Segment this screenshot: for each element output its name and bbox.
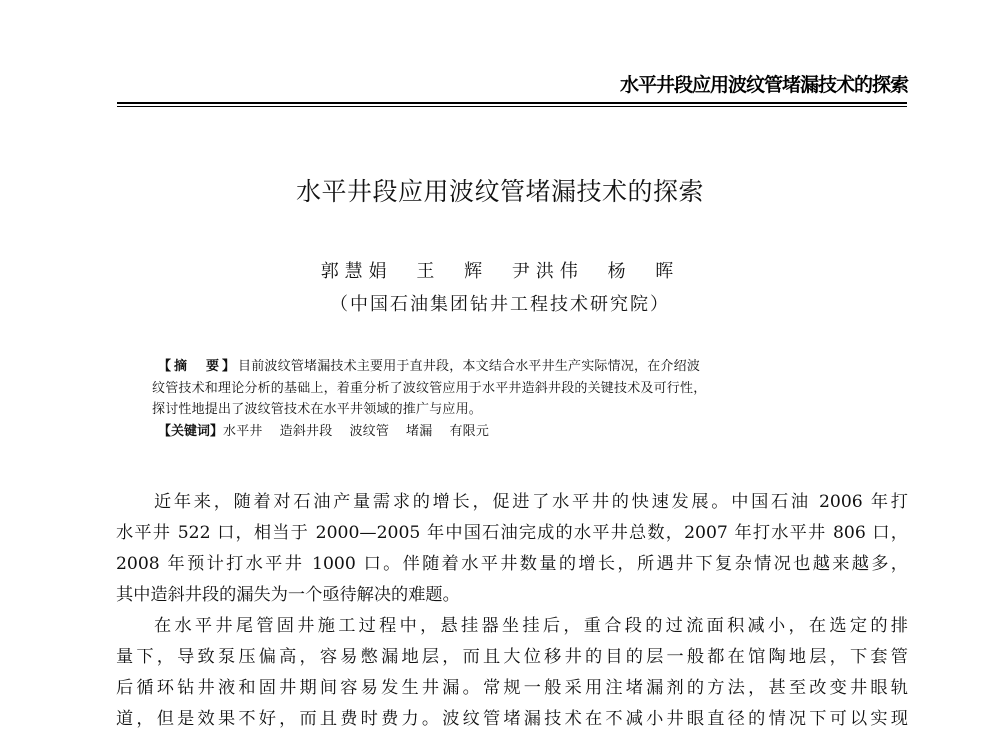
keyword: 有限元 [449, 423, 490, 439]
abstract-text: 目前波纹管堵漏技术主要用于直井段，本文结合水平井生产实际情况，在介绍波 [238, 359, 701, 374]
body-text [116, 487, 908, 735]
authors: 郭慧娟 王 辉 尹洪伟 杨 晖 [320, 261, 680, 282]
paragraph-line: 2008 年预计打水平井 1000 口。伴随着水平井数量的增长，所遇井下复杂情况也越来越多， [116, 554, 908, 574]
abstract-label: 【摘 要】 [158, 359, 239, 374]
affiliation: （中国石油集团钻井工程技术研究院） [330, 294, 670, 315]
article-title: 水平井段应用波纹管堵漏技术的探索 [295, 177, 704, 206]
paragraph-line: 水平井 522 口，相当于 2000—2005 年中国石油完成的水平井总数，2007 年打水平井 806 口， [116, 523, 908, 543]
paragraph-line: 其中造斜井段的漏失为一个亟待解决的难题。 [116, 585, 460, 605]
keyword: 波纹管 [349, 423, 390, 439]
abstract [152, 356, 872, 442]
paragraph-line: 后循环钻井液和固井期间容易发生井漏。常规一般采用注堵漏剂的方法，甚至改变井眼轨 [116, 678, 908, 698]
running-header: 水平井段应用波纹管堵漏技术的探索 [619, 74, 908, 96]
abstract-line: 纹管技术和理论分析的基础上，着重分析了波纹管应用于水平井造斜井段的关键技术及可行性， [152, 380, 707, 396]
header-rule-thin [117, 106, 907, 107]
keyword: 造斜井段 [279, 423, 333, 439]
keyword: 水平井 [223, 423, 263, 439]
abstract-line: 探讨性地提出了波纹管技术在水平井领域的推广与应用。 [152, 402, 483, 417]
abstract-line [152, 356, 872, 378]
header-rule [117, 102, 907, 104]
paragraph-line: 在水平井尾管固井施工过程中，悬挂器坐挂后，重合段的过流面积减小，在选定的排 [154, 616, 908, 636]
keyword: 堵漏 [406, 423, 433, 439]
keywords-label: 【关键词】 [158, 423, 224, 439]
paragraph-line: 量下，导致泵压偏高，容易憋漏地层，而且大位移井的目的层一般都在馆陶地层，下套管 [116, 647, 908, 667]
paragraph-line: 近年来，随着对石油产量需求的增长，促进了水平井的快速发展。中国石油 2006 年打 [154, 492, 908, 512]
keywords [152, 421, 872, 443]
paragraph-line: 道，但是效果不好，而且费时费力。波纹管堵漏技术在不减小井眼直径的情况下可以实现 [116, 709, 908, 729]
